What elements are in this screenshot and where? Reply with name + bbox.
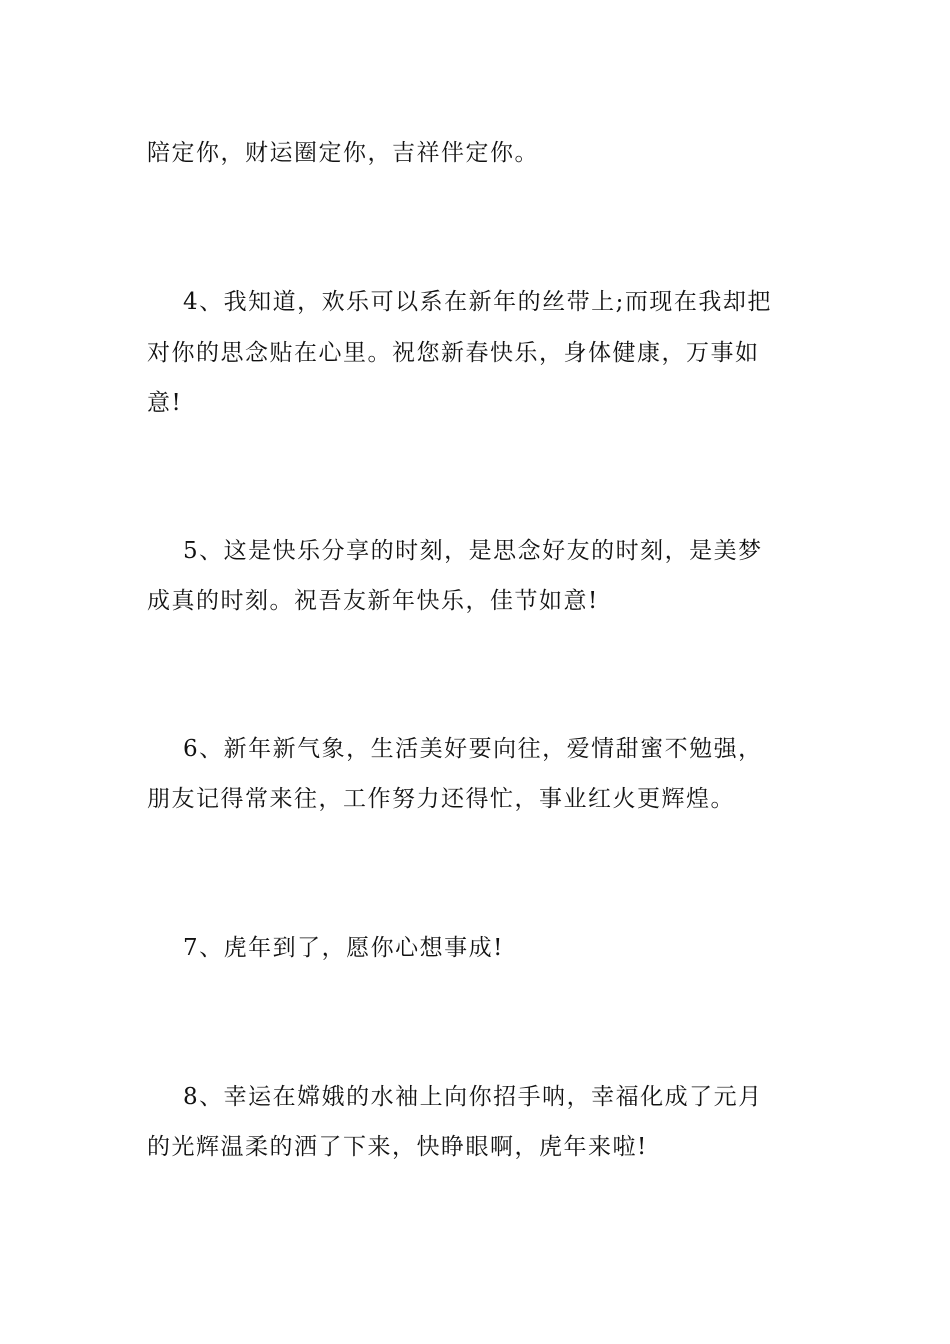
paragraph-line: 意!: [147, 390, 183, 416]
paragraph-line: 6、新年新气象，生活美好要向往，爱情甜蜜不勉强，: [183, 736, 763, 762]
paragraph-line: 朋友记得常来往，工作努力还得忙，事业红火更辉煌。: [147, 786, 735, 812]
paragraph-line: 7、虎年到了，愿你心想事成!: [183, 935, 504, 961]
paragraph-line: 4、我知道，欢乐可以系在新年的丝带上;而现在我却把: [183, 289, 772, 315]
paragraph-line: 陪定你，财运圈定你，吉祥伴定你。: [147, 140, 539, 166]
paragraph-line: 对你的思念贴在心里。祝您新春快乐，身体健康，万事如: [147, 340, 760, 366]
paragraph-line: 成真的时刻。祝吾友新年快乐，佳节如意!: [147, 588, 599, 614]
paragraph-line: 的光辉温柔的洒了下来，快睁眼啊，虎年来啦!: [147, 1134, 648, 1160]
paragraph-line: 8、幸运在嫦娥的水袖上向你招手呐，幸福化成了元月: [183, 1084, 763, 1110]
paragraph-line: 5、这是快乐分享的时刻，是思念好友的时刻，是美梦: [183, 538, 763, 564]
